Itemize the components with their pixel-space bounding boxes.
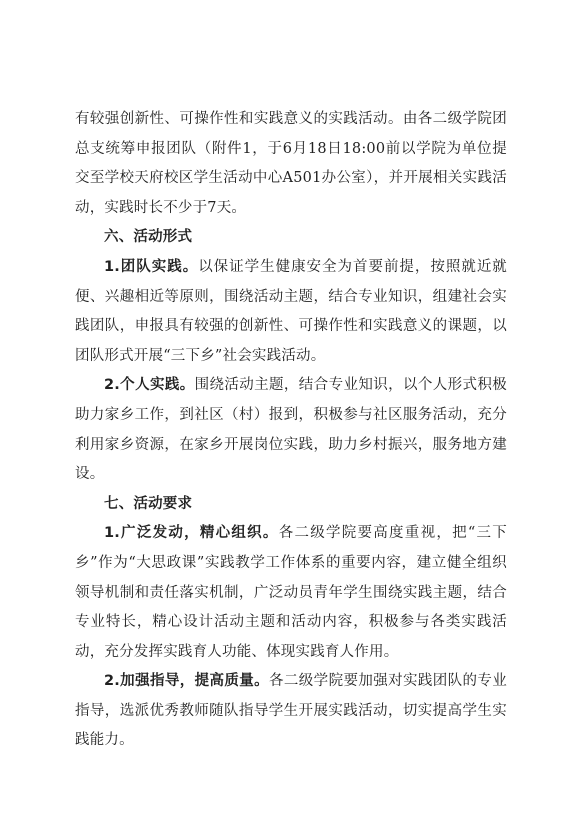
paragraph-lead: 2.个人实践。 xyxy=(104,377,195,394)
heading-text: 六、活动形式 xyxy=(104,229,193,246)
paragraph-team-practice xyxy=(75,253,507,371)
paragraph-mobilize-organize xyxy=(75,519,507,667)
paragraph-text: 有较强创新性、可操作性和实践意义的实践活动。由各二级学院团总支统筹申报团队（附件1，于6月18日18:00前以学院为单位提交至学校天府校区学生活动中心A501办公室），并开展相关实践活动，实践时长不少于7天。 xyxy=(75,111,507,216)
paragraph-lead: 1.团队实践。 xyxy=(104,258,199,275)
paragraph-individual-practice xyxy=(75,371,507,489)
paragraph-text: 围绕活动主题，结合专业知识，以个人形式积极助力家乡工作，到社区（村）报到，积极参与社区服务活动，充分利用家乡资源，在家乡开展岗位实践，助力乡村振兴，服务地方建设。 xyxy=(75,377,507,483)
paragraph-lead: 1.广泛发动，精心组织。 xyxy=(104,525,279,542)
heading-text: 七、活动要求 xyxy=(104,495,193,512)
paragraph-text: 以保证学生健康安全为首要前提，按照就近就便、兴趣相近等原则，围绕活动主题，结合专业知识，组建社会实践团队，申报具有较强的创新性、可操作性和实践意义的课题，以团队形式开展“三下乡”社会实践活动。 xyxy=(75,258,508,364)
paragraph-continuation xyxy=(75,105,507,223)
paragraph-guidance-quality xyxy=(75,667,507,756)
paragraph-lead: 2.加强指导，提高质量。 xyxy=(104,673,270,690)
document-body xyxy=(75,105,507,756)
paragraph-text: 各二级学院要高度重视，把“三下乡”作为“大思政课”实践教学工作体系的重要内容，建立健全组织领导机制和责任落实机制，广泛动员青年学生围绕实践主题，结合专业特长，精心设计活动主题和活动内容，积极参与各类实践活动，充分发挥实践育人功能、体现实践育人作用。 xyxy=(75,525,507,660)
section-heading-activity-forms xyxy=(75,223,507,253)
paragraph-text: 各二级学院要加强对实践团队的专业指导，选派优秀教师随队指导学生开展实践活动，切实提高学生实践能力。 xyxy=(75,673,507,749)
section-heading-activity-requirements xyxy=(75,490,507,520)
